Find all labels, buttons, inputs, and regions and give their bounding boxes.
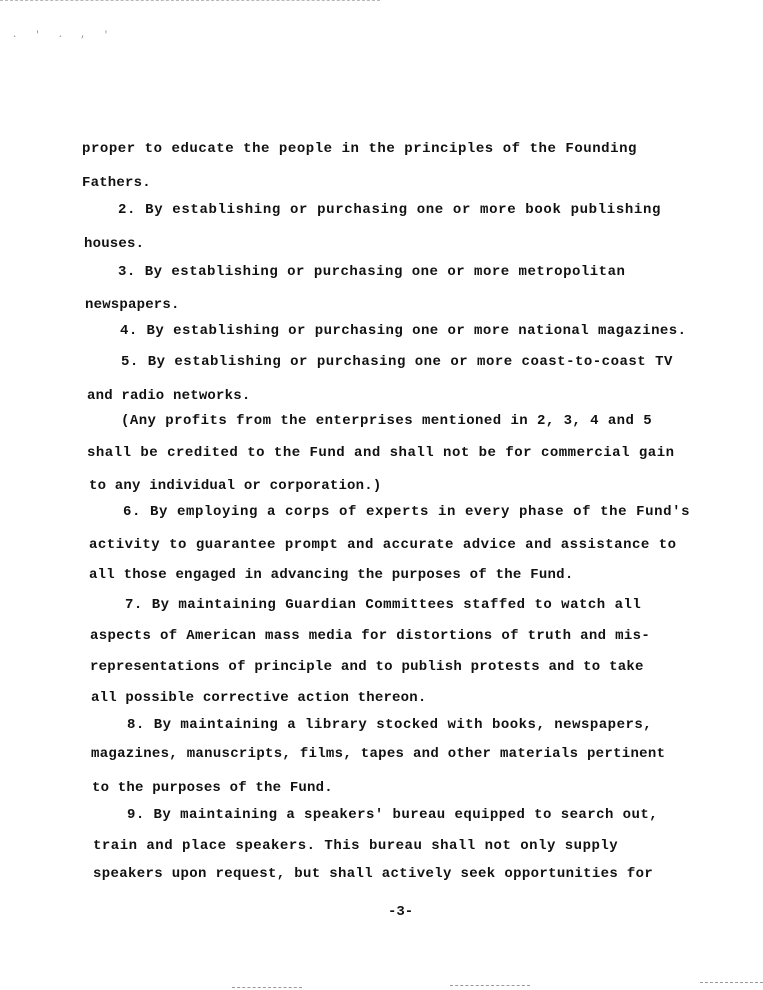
text-line: and radio networks. — [87, 388, 251, 404]
list-item-5: 5. By establishing or purchasing one or more coast-to-coast TV — [121, 354, 673, 370]
text-line: speakers upon request, but shall actively seek opportunities for — [93, 866, 654, 882]
scan-specks: . ' . , ' — [12, 30, 115, 40]
text-line: all possible corrective action thereon. — [91, 690, 427, 706]
list-item-2: 2. By establishing or purchasing one or more book publishing — [118, 202, 662, 218]
text-line: newspapers. — [85, 297, 180, 313]
list-item-9: 9. By maintaining a speakers' bureau equipped to search out, — [127, 807, 659, 823]
list-item-6: 6. By employing a corps of experts in every phase of the Fund's — [123, 504, 691, 520]
text-line: all those engaged in advancing the purposes of the Fund. — [89, 567, 574, 583]
text-line: shall be credited to the Fund and shall not be for commercial gain — [87, 445, 675, 461]
text-line: houses. — [84, 236, 145, 252]
text-line: representations of principle and to publish protests and to take — [90, 659, 644, 675]
list-item-8: 8. By maintaining a library stocked with books, newspapers, — [127, 717, 653, 733]
page-number: -3- — [388, 904, 414, 920]
text-line: aspects of American mass media for distortions of truth and mis- — [90, 628, 651, 644]
list-item-3: 3. By establishing or purchasing one or more metropolitan — [118, 264, 626, 280]
text-line: to any individual or corporation.) — [89, 478, 382, 494]
scan-bottom-line — [232, 987, 302, 988]
scan-edge-line — [700, 982, 763, 983]
text-line: magazines, manuscripts, films, tapes and other materials pertinent — [91, 746, 666, 762]
text-line: train and place speakers. This bureau shall not only supply — [93, 838, 619, 854]
text-line: proper to educate the people in the principles of the Founding — [82, 141, 637, 157]
scan-bottom-line — [450, 985, 530, 986]
text-line: Fathers. — [82, 175, 151, 191]
scan-edge-dots — [0, 0, 380, 5]
list-item-7: 7. By maintaining Guardian Committees staffed to watch all — [125, 597, 642, 613]
parenthetical-note: (Any profits from the enterprises mentioned in 2, 3, 4 and 5 — [121, 413, 653, 429]
text-line: activity to guarantee prompt and accurate advice and assistance to — [89, 537, 677, 553]
text-line: to the purposes of the Fund. — [92, 780, 333, 796]
list-item-4: 4. By establishing or purchasing one or more national magazines. — [120, 323, 687, 339]
